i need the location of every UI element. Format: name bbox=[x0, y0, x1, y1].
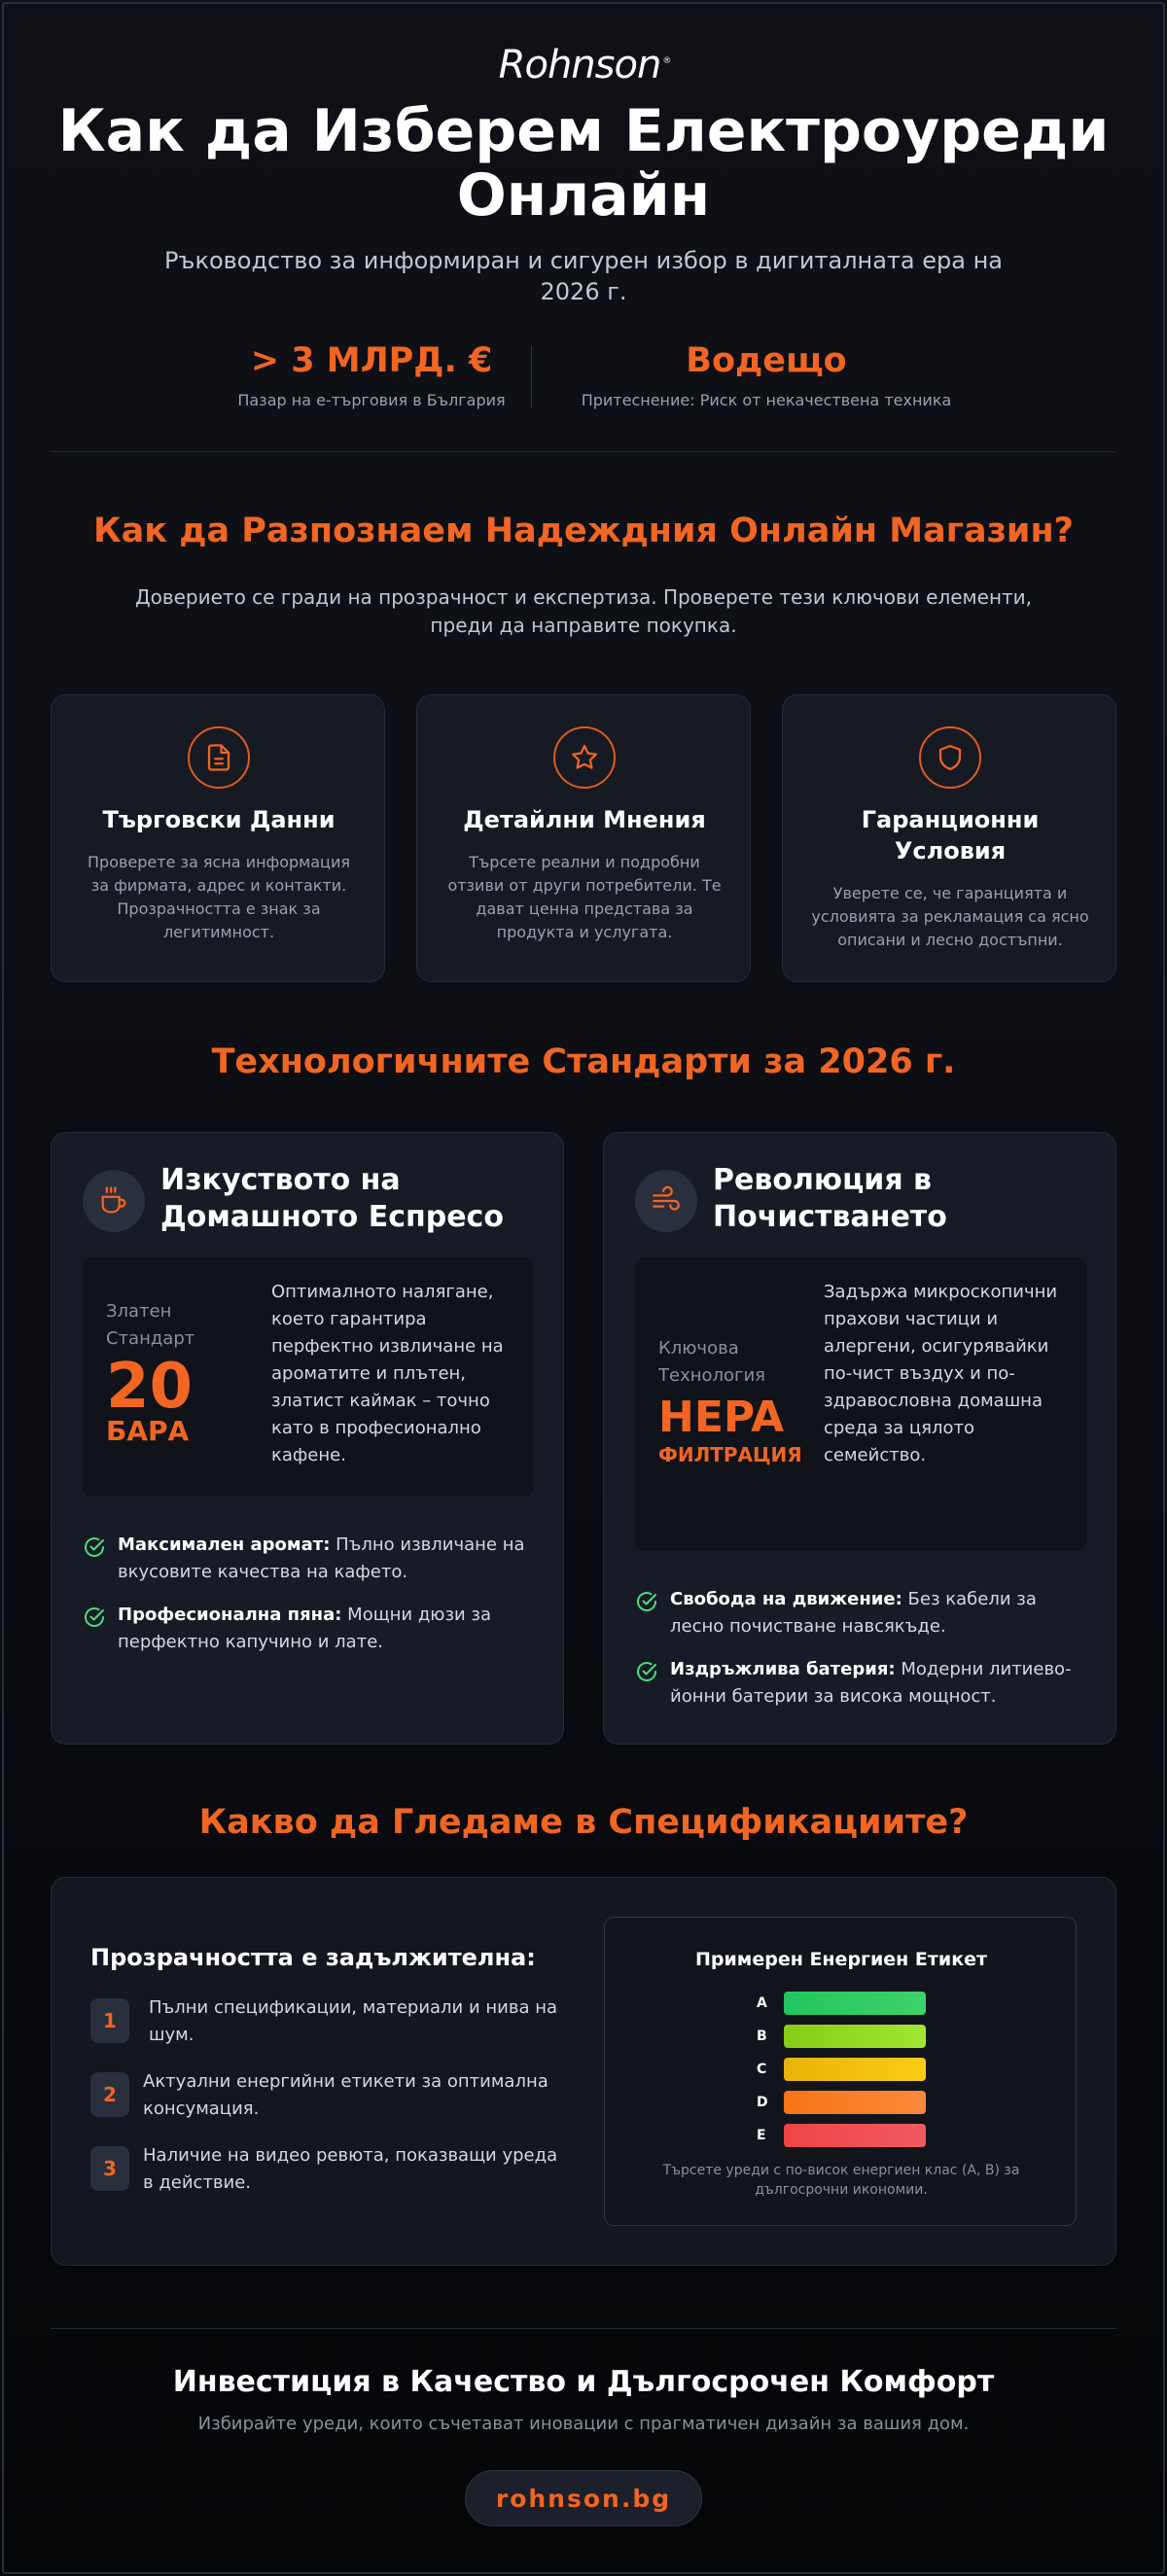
tech-section-title: Технологичните Стандарти за 2026 г. bbox=[211, 1042, 956, 1081]
item-number: 2 bbox=[90, 2072, 129, 2117]
trust-section-subtitle: Доверието се гради на прозрачност и експертиза. Проверете тези ключови елементи, преди да направите покупка. bbox=[134, 585, 1033, 637]
item-text: Актуални енергийни етикети за оптимална консумация. bbox=[143, 2071, 548, 2119]
card-text: Проверете за ясна информация за фирмата, адрес и контакти. Прозрачността е знак за легитимност. bbox=[88, 853, 350, 941]
card-title: Изкуството на Домашното Еспресо bbox=[160, 1163, 504, 1234]
card-title: Революция в Почистването bbox=[713, 1163, 947, 1234]
document-icon bbox=[188, 726, 250, 789]
check-circle-icon bbox=[635, 1660, 658, 1683]
energy-class-letter: B bbox=[757, 2029, 767, 2044]
divider bbox=[51, 2328, 1116, 2329]
brand-logo[interactable]: Rohnson ® bbox=[498, 43, 671, 88]
shield-icon bbox=[919, 726, 981, 789]
highlight-box bbox=[635, 1257, 1086, 1551]
trust-card-reviews bbox=[416, 694, 751, 982]
energy-class-letter: C bbox=[757, 2062, 767, 2077]
card-title: Търговски Данни bbox=[102, 806, 336, 833]
energy-label-card bbox=[604, 1917, 1077, 2226]
specs-section-title: Какво да Гледаме в Спецификациите? bbox=[198, 1803, 969, 1842]
energy-class-letter: E bbox=[757, 2128, 766, 2143]
website-link-button[interactable]: rohnson.bg bbox=[465, 2470, 702, 2526]
tech-card-cleaning bbox=[603, 1132, 1116, 1745]
page-subtitle: Ръководство за информиран и сигурен избор в дигиталната ера на 2026 г. bbox=[164, 247, 1003, 305]
stat-value: > 3 МЛРД. € bbox=[250, 341, 493, 380]
highlight-text: Оптималното налягане, което гарантира перфектно извличане на ароматите и плътен, златист каймак – точно като в професионално кафене. bbox=[271, 1282, 504, 1465]
star-icon bbox=[553, 726, 616, 789]
card-text: Търсете реални и подробни отзиви от други потребители. Те дават ценна представа за продукта и услугата. bbox=[447, 853, 722, 941]
stat-concern bbox=[552, 338, 980, 409]
energy-class-letter: D bbox=[757, 2095, 768, 2110]
stat-market bbox=[206, 338, 537, 409]
highlight-unit: БАРА bbox=[106, 1415, 190, 1447]
trust-card-merchant-data bbox=[51, 694, 385, 982]
feature-text: Издръжлива батерия: Модерни литиево-йонни батерии за висока мощност. bbox=[670, 1659, 1072, 1707]
highlight-box bbox=[83, 1257, 534, 1497]
trust-section-title: Как да Разпознаем Надеждния Онлайн Магазин? bbox=[93, 512, 1074, 550]
energy-class-bar bbox=[784, 2058, 926, 2081]
energy-label-title: Примерен Енергиен Етикет bbox=[694, 1949, 988, 1970]
specs-heading: Прозрачността е задължителна: bbox=[90, 1944, 536, 1971]
tech-card-espresso bbox=[51, 1132, 564, 1745]
energy-label-note: Търсете уреди с по-висок енергиен клас (A, B) за дългосрочни икономии. bbox=[662, 2163, 1020, 2198]
check-circle-icon bbox=[83, 1606, 106, 1629]
item-text: Пълни спецификации, материали и нива на шум. bbox=[149, 1997, 558, 2045]
highlight-unit: ФИЛТРАЦИЯ bbox=[658, 1443, 802, 1466]
stats-row bbox=[51, 338, 1116, 416]
divider bbox=[51, 451, 1116, 452]
energy-class-bar bbox=[784, 1992, 926, 2015]
energy-class-bar bbox=[784, 2124, 926, 2147]
highlight-value: HEPA bbox=[658, 1393, 785, 1442]
highlight-text: Задържа микроскопични прахови частици и алергени, осигурявайки по-чист въздух и по-здравословна домашна среда за цялото семейство. bbox=[824, 1282, 1058, 1465]
highlight-kicker: Златен Стандарт bbox=[106, 1301, 195, 1349]
card-title: Гаранционни Условия bbox=[861, 806, 1040, 865]
specs-panel bbox=[51, 1877, 1116, 2266]
highlight-kicker: Ключова Технология bbox=[658, 1338, 766, 1386]
wind-icon bbox=[635, 1170, 697, 1232]
feature-text: Свобода на движение: Без кабели за лесно почистване навсякъде. bbox=[670, 1589, 1037, 1637]
feature-text: Професионална пяна: Мощни дюзи за перфектно капучино и лате. bbox=[118, 1605, 492, 1652]
footer-subtitle: Избирайте уреди, които съчетават иновации с прагматичен дизайн за вашия дом. bbox=[197, 2414, 970, 2434]
trust-card-warranty bbox=[782, 694, 1116, 982]
highlight-value: 20 bbox=[106, 1351, 194, 1423]
energy-class-bar bbox=[784, 2025, 926, 2048]
page-title: Как да Изберем Електроуреди Онлайн bbox=[57, 97, 1110, 229]
check-circle-icon bbox=[83, 1535, 106, 1559]
check-circle-icon bbox=[635, 1590, 658, 1613]
energy-class-bar bbox=[784, 2091, 926, 2114]
stat-label: Притеснение: Риск от некачествена техника bbox=[581, 391, 952, 409]
feature-text: Максимален аромат: Пълно извличане на вкусовите качества на кафето. bbox=[118, 1535, 525, 1582]
card-title: Детайлни Мнения bbox=[463, 806, 706, 833]
stat-label: Пазар на е-търговия в България bbox=[237, 391, 506, 409]
stat-value: Водещо bbox=[686, 341, 847, 380]
footer-title: Инвестиция в Качество и Дългосрочен Комфорт bbox=[172, 2365, 995, 2399]
coffee-cup-icon bbox=[83, 1170, 145, 1232]
item-number: 1 bbox=[90, 1998, 129, 2043]
item-number: 3 bbox=[90, 2146, 129, 2191]
energy-class-letter: A bbox=[757, 1995, 767, 2011]
item-text: Наличие на видео ревюта, показващи уреда в действие. bbox=[143, 2145, 558, 2193]
card-text: Уверете се, че гаранцията и условията за рекламация са ясно описани и лесно достъпни. bbox=[811, 884, 1089, 949]
stat-divider bbox=[531, 346, 532, 408]
